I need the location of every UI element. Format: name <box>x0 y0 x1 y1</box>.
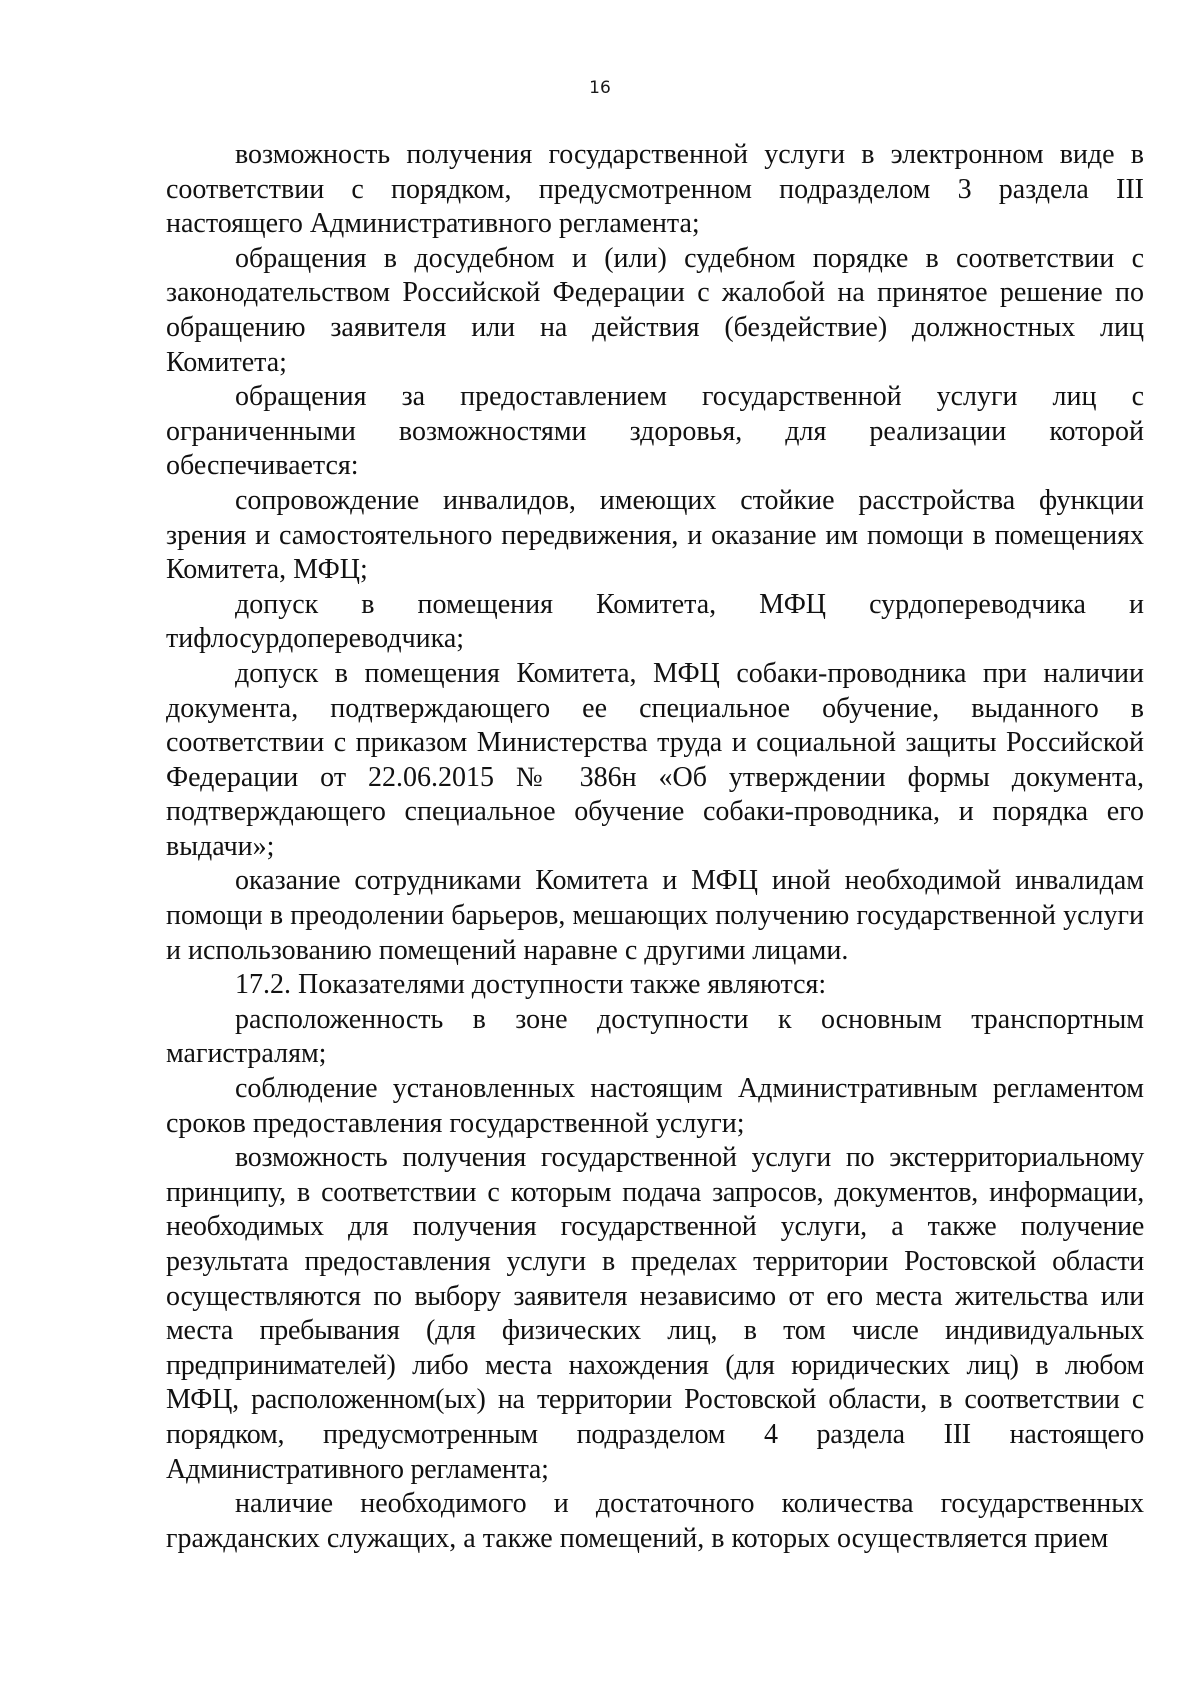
paragraph-disabled-access: обращения за предоставлением государственной услуги лиц с ограниченными возможностями здоровья, для реализации которой обеспечивается: <box>166 381 1144 482</box>
paragraph-sign-interpreter: допуск в помещения Комитета, МФЦ сурдопереводчика и тифлосурдопереводчика; <box>166 588 1144 655</box>
paragraph-transport-access: расположенность в зоне доступности к основным транспортным магистралям; <box>166 1003 1144 1070</box>
page-number: 16 <box>589 78 611 98</box>
paragraph-guide-dog: допуск в помещения Комитета, МФЦ собаки-проводника при наличии документа, подтверждающего ее специальное обучение, выданного в соответствии с приказом Министерства труда и социальной защиты Российской Федерации от 22.06.2015 № 386н «Об утверждении формы документа, подтверждающего специальное обучение собаки-проводника, и порядка его выдачи»; <box>166 657 1144 862</box>
paragraph-deadlines: соблюдение установленных настоящим Административным регламентом сроков предоставления государственной услуги; <box>166 1073 1144 1139</box>
paragraph-escort-disabled: сопровождение инвалидов, имеющих стойкие расстройства функции зрения и самостоятельного передвижения, и оказание им помощи в помещениях Комитета, МФЦ; <box>166 484 1144 586</box>
paragraph-appeal-procedure: обращения в досудебном и (или) судебном порядке в соответствии с законодательством Российской Федерации с жалобой на принятое решение по обращению заявителя или на действия (бездействие) должностных лиц Комитета; <box>166 242 1144 378</box>
paragraph-section-17-2: 17.2. Показателями доступности также являются: <box>235 969 827 1001</box>
document-body <box>166 138 1144 1556</box>
paragraph-extraterritorial: возможность получения государственной услуги по экстерриториальному принципу, в соответствии с которым подача запросов, документов, информации, необходимых для получения государственной услуги, а также получение результата предоставления услуги в пределах территории Ростовской области осуществляются по выбору заявителя независимо от его места жительства или места пребывания (для физических лиц, в том числе индивидуальных предпринимателей) либо места нахождения (для юридических лиц) в любом МФЦ, расположенном(ых) на территории Ростовской области, в соответствии с порядком, предусмотренным подразделом 4 раздела III настоящего Административного регламента; <box>166 1142 1144 1485</box>
paragraph-staff-assistance: оказание сотрудниками Комитета и МФЦ иной необходимой инвалидам помощи в преодолении барьеров, мешающих получению государственной услуги и использованию помещений наравне с другими лицами. <box>166 865 1144 966</box>
paragraph-staff-premises: наличие необходимого и достаточного количества государственных гражданских служащих, а также помещений, в которых осуществляется прием <box>166 1488 1144 1554</box>
paragraph-electronic-service: возможность получения государственной услуги в электронном виде в соответствии с порядком, предусмотренном подразделом 3 раздела III настоящего Административного регламента; <box>166 139 1144 240</box>
